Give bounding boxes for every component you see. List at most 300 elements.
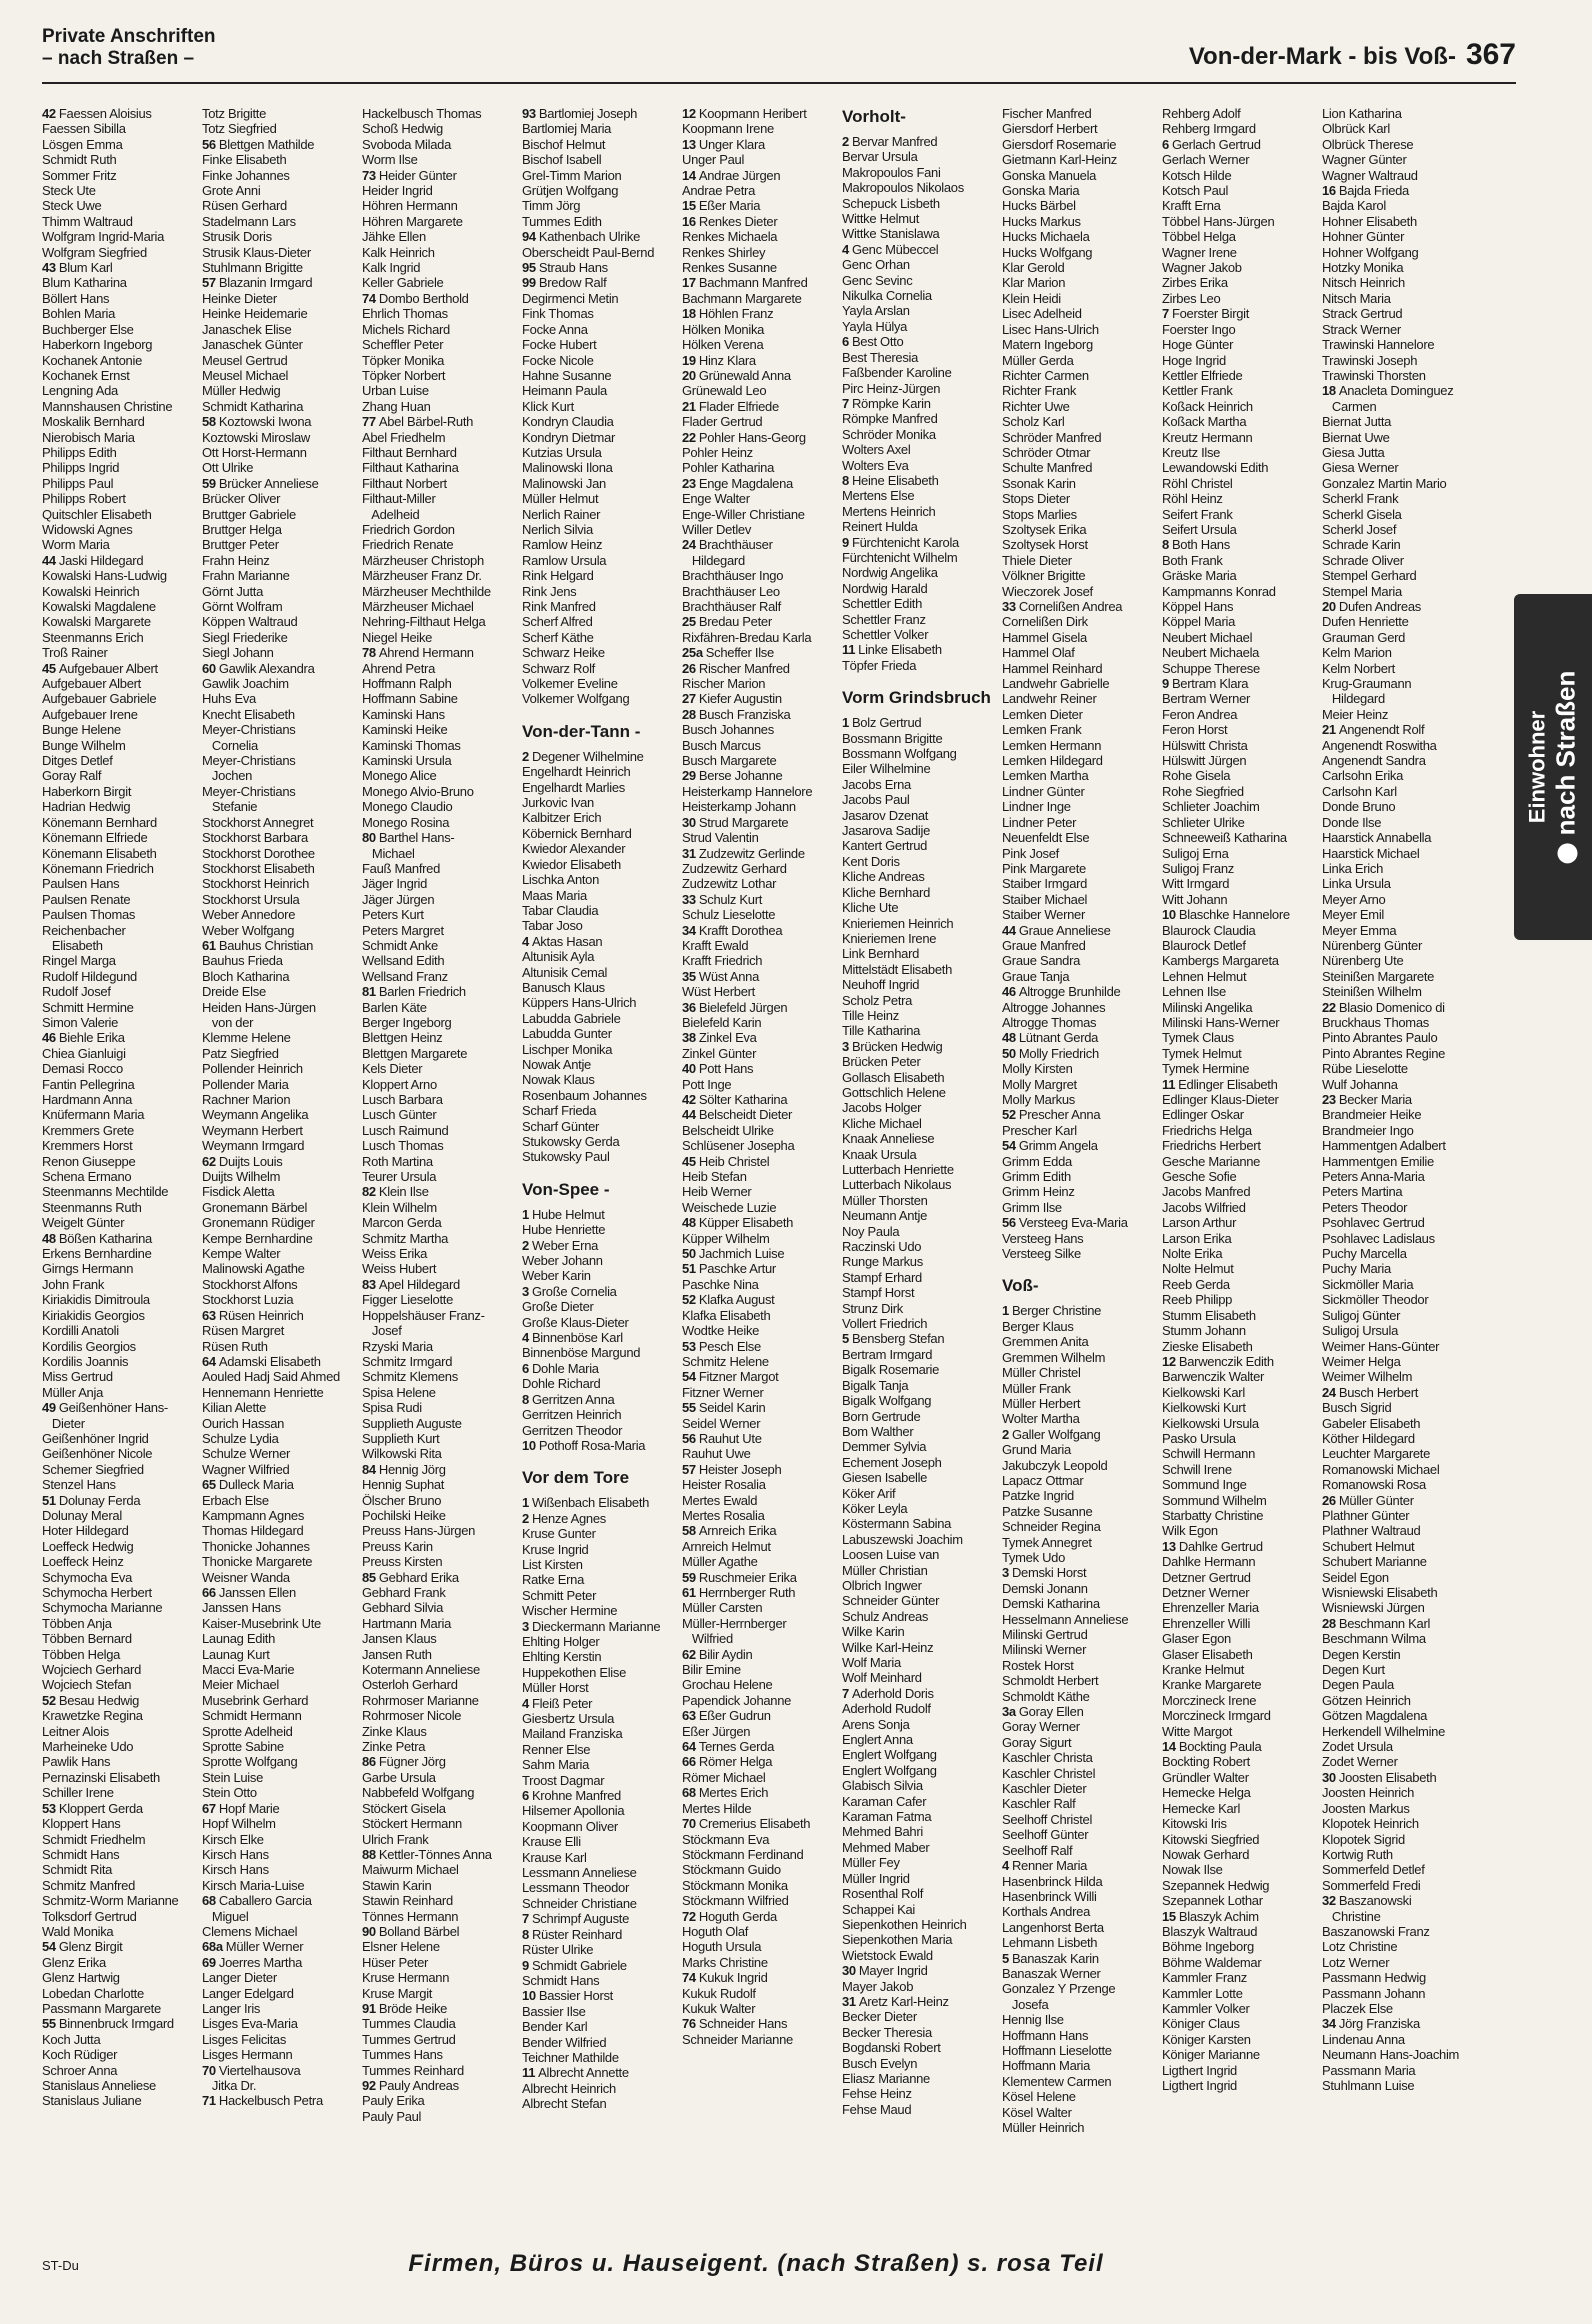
resident-name: Siepenkothen Heinrich [842,1916,967,1932]
resident-name: Jansen Klaus [362,1631,437,1647]
resident-entry [682,1847,838,1862]
resident-name: Höhren Hermann [362,198,458,214]
directory-column [202,106,362,2250]
house-number: 58 [682,1523,696,1539]
resident-name: Wojciech Stefan [42,1677,132,1693]
resident-entry [362,152,518,167]
resident-name: Grünewald Leo [682,383,767,399]
resident-entry [1162,984,1318,999]
resident-entry [682,430,838,445]
resident-entry [1322,430,1478,445]
resident-entry [1322,661,1478,676]
house-number: 4 [522,1695,529,1711]
resident-entry [362,1878,518,1893]
house-number: 90 [362,1923,376,1939]
resident-name: Larson Arthur [1162,1215,1237,1231]
resident-entry [202,1462,358,1477]
resident-entry [362,1955,518,1970]
resident-name: Reinert Hulda [842,519,918,535]
resident-name: Beschmann Wilma [1322,1631,1426,1647]
resident-name: Schappei Kai [842,1901,916,1917]
resident-entry [1002,476,1158,491]
resident-name: Rüsen Margret [202,1323,285,1339]
resident-name: Hackelbusch Petra [218,2093,323,2109]
resident-entry [682,876,838,891]
resident-name: Friedrichs Herbert [1162,1138,1261,1154]
resident-entry [362,537,518,552]
resident-entry [842,993,998,1008]
resident-name: Stockhorst Elisabeth [202,860,315,876]
resident-name: Bruttger Gabriele [202,506,296,522]
resident-name: Bartlomiej Maria [522,121,612,137]
resident-name: Hildegard [1322,691,1385,707]
house-number: 6 [522,1360,529,1376]
resident-name: Böhme Ingeborg [1162,1939,1254,1955]
resident-name: Jansen Ruth [362,1646,432,1662]
resident-name: Tille Heinz [842,1007,899,1023]
resident-name: Passmann Maria [1322,2062,1416,2078]
resident-name: Hardmann Anna [42,1092,133,1107]
resident-name: Banaszak Karin [1011,1950,1099,1966]
resident-entry [1322,198,1478,213]
resident-entry [1322,846,1478,861]
resident-entry [682,460,838,475]
resident-entry [42,661,198,676]
resident-name: Kaminski Ursula [362,753,452,769]
resident-entry [362,183,518,198]
resident-name: Köppel Maria [1162,614,1235,630]
house-number: 38 [682,1030,696,1046]
resident-name: Barthel Hans- [378,830,455,846]
directory-column [682,106,842,2250]
resident-name: Kukuk Ingrid [698,1970,768,1986]
resident-name: Siepenkothen Maria [842,1932,953,1948]
resident-name: Rostek Horst [1002,1657,1074,1673]
house-number: 8 [522,1391,529,1407]
resident-name: Bajda Frieda [1338,183,1409,199]
resident-entry [1002,121,1158,136]
resident-entry [522,1072,678,1087]
resident-entry [1002,2012,1158,2027]
resident-entry [1162,1261,1318,1276]
resident-entry [1002,198,1158,213]
resident-name: Schubert Helmut [1322,1538,1415,1554]
resident-name: Tabar Claudia [522,902,599,918]
resident-entry [1322,260,1478,275]
resident-name: Rink Helgard [522,568,594,584]
resident-entry [842,2009,998,2024]
resident-entry [842,442,998,457]
resident-entry [1322,938,1478,953]
resident-name: Galler Wolfgang [1011,1426,1101,1442]
resident-entry [842,642,998,657]
resident-name: Stumm Elisabeth [1162,1307,1256,1323]
resident-entry [1162,430,1318,445]
resident-name: Psohlavec Ladislaus [1322,1230,1435,1246]
resident-name: Krafft Erna [1162,198,1221,214]
resident-entry [1322,522,1478,537]
resident-name: Kirsch Elke [202,1831,264,1847]
resident-entry [842,242,998,257]
resident-entry [1162,1862,1318,1877]
house-number: 9 [522,1957,529,1973]
resident-name: Heider Ingrid [362,183,433,199]
resident-entry [1162,1292,1318,1307]
resident-name: Stawin Reinhard [362,1893,453,1909]
resident-name: Höhlen Franz [698,306,774,322]
resident-entry [42,491,198,506]
resident-name: Hölken Monika [682,321,765,337]
resident-name: Schröder Manfred [1002,429,1102,445]
resident-name: Demski Jonann [1002,1580,1088,1596]
resident-name: Hammel Olaf [1002,645,1075,661]
resident-name: Launag Kurt [202,1646,270,1662]
resident-entry [42,322,198,337]
resident-entry [1002,1504,1158,1519]
resident-entry [842,1162,998,1177]
resident-entry [1322,1277,1478,1292]
resident-entry [842,1362,998,1377]
house-number: 12 [1162,1353,1176,1369]
resident-name: Heister Joseph [698,1461,782,1477]
resident-entry [362,1077,518,1092]
resident-entry [1162,1030,1318,1045]
resident-entry [842,1116,998,1131]
resident-name: Müller Gerda [1002,352,1074,368]
resident-entry [42,938,198,953]
resident-entry [362,1693,518,1708]
resident-entry [1002,907,1158,922]
resident-entry [522,934,678,949]
resident-entry [1322,1523,1478,1538]
resident-entry [42,198,198,213]
resident-name: Jurkovic Ivan [522,795,594,811]
resident-entry [522,491,678,506]
resident-entry [42,306,198,321]
resident-name: Müller Horst [522,1680,589,1696]
street-heading: Vorm Grindsbruch [842,688,991,708]
resident-entry [202,1986,358,2001]
resident-name: Weber Erna [531,1237,599,1253]
resident-name: Klein Heidi [1002,290,1061,306]
resident-entry [202,445,358,460]
resident-entry [362,630,518,645]
resident-name: Englert Wolfgang [842,1762,937,1778]
house-number: 2 [522,1510,529,1526]
resident-name: Busch Marcus [682,737,761,753]
resident-name: Sickmöller Maria [1322,1276,1414,1292]
resident-entry [1002,722,1158,737]
resident-entry [842,396,998,411]
house-number: 59 [682,1569,696,1585]
resident-entry [842,1486,998,1501]
resident-entry [362,738,518,753]
resident-entry [42,676,198,691]
resident-entry [522,1880,678,1895]
resident-entry [522,1696,678,1711]
resident-name: Wagner Irene [1162,244,1237,260]
resident-entry [1002,1319,1158,1334]
resident-entry [42,414,198,429]
resident-name: Miss Gertrud [42,1369,113,1385]
resident-entry [362,1030,518,1045]
resident-name: Volkemer Eveline [522,676,618,692]
resident-name: Bunge Helene [42,722,121,738]
resident-entry [1002,245,1158,260]
resident-name: Geißenhöner Hans- [58,1400,168,1416]
resident-entry [362,491,518,506]
resident-entry [202,1261,358,1276]
resident-name: Miguel [202,1908,249,1924]
resident-entry [1162,1939,1318,1954]
resident-entry [1162,568,1318,583]
resident-name: Große Dieter [522,1299,594,1315]
resident-entry [842,1578,998,1593]
resident-entry [1162,1508,1318,1523]
resident-name: Rischer Manfred [698,660,790,676]
resident-entry [682,1924,838,1939]
resident-entry [202,306,358,321]
house-number: 7 [842,395,849,411]
resident-name: Friedrichs Helga [1162,1122,1252,1138]
resident-entry [362,368,518,383]
resident-name: Enge Walter [682,491,750,507]
resident-name: Rzyski Maria [362,1338,433,1354]
resident-name: Strusik Doris [202,229,272,245]
resident-entry [42,2078,198,2093]
resident-entry [1162,121,1318,136]
house-number: 21 [682,398,696,414]
resident-name: Mehmed Bahri [842,1824,923,1840]
resident-entry [362,460,518,475]
resident-entry [682,584,838,599]
resident-name: Paulsen Renate [42,891,131,907]
house-number: 28 [1322,1615,1336,1631]
resident-entry [1002,830,1158,845]
resident-entry [202,1924,358,1939]
resident-entry [362,507,518,522]
resident-name: Malinowski Ilona [522,460,613,476]
resident-name: Genc Sevinc [842,272,913,288]
resident-name: Kirsch Maria-Luise [202,1877,305,1893]
resident-entry [842,1254,998,1269]
resident-entry [1322,1570,1478,1585]
resident-entry [1322,275,1478,290]
resident-entry [362,353,518,368]
resident-entry [42,476,198,491]
resident-entry [1162,106,1318,121]
resident-name: Hasenbrinck Willi [1002,1888,1097,1904]
resident-entry [202,198,358,213]
resident-name: Suligoj Ursula [1322,1323,1399,1339]
resident-name: Stöckert Hermann [362,1816,462,1832]
resident-entry [42,275,198,290]
resident-name: Duijts Louis [218,1153,283,1169]
resident-entry [842,1917,998,1932]
resident-name: Link Bernhard [842,946,920,962]
resident-entry [1162,599,1318,614]
resident-name: Küppers Hans-Ulrich [522,995,637,1011]
resident-name: Strack Gertrud [1322,306,1403,322]
resident-entry [362,1724,518,1739]
resident-entry [202,1816,358,1831]
resident-name: Graue Tanja [1002,968,1070,984]
resident-name: Papendick Johanne [682,1692,792,1708]
resident-entry [202,1647,358,1662]
resident-name: Bender Wilfried [522,2034,607,2050]
resident-entry [362,1046,518,1061]
resident-name: Nerlich Rainer [522,506,601,522]
resident-name: Töpfer Frieda [842,657,917,673]
resident-name: Pohler Heinz [682,444,753,460]
resident-entry [1162,1138,1318,1153]
directory-column [842,106,1002,2250]
resident-entry [1002,1889,1158,1904]
resident-name: Jasarova Sadije [842,823,930,839]
resident-name: Supplieth Kurt [362,1430,440,1446]
resident-entry [1322,2078,1478,2093]
resident-entry [842,288,998,303]
resident-entry [1002,1658,1158,1673]
resident-entry [42,2032,198,2047]
resident-name: Echement Joseph [842,1454,942,1470]
resident-entry [202,1708,358,1723]
resident-entry [522,1134,678,1149]
resident-entry [202,1939,358,1954]
resident-name: Schulz Kurt [698,891,763,907]
resident-name: Angenendt Roswitha [1322,737,1437,753]
resident-name: Küpper Wilhelm [682,1230,770,1246]
resident-entry [42,1554,198,1569]
resident-entry [1162,1169,1318,1184]
resident-entry [682,1585,838,1600]
house-number: 30 [842,1963,856,1979]
resident-name: Heisterkamp Hannelore [682,783,813,799]
resident-name: Lengning Ada [42,383,118,399]
resident-name: Köppen Waltraud [202,614,298,630]
resident-name: Töpker Monika [362,352,445,368]
resident-name: Gerlach Werner [1162,152,1250,168]
resident-entry [202,768,358,783]
resident-name: Reichenbacher [42,922,126,938]
resident-name: Pasko Ursula [1162,1430,1236,1446]
resident-entry [842,2025,998,2040]
resident-name: Altrogge Thomas [1002,1014,1097,1030]
resident-name: Hüser Peter [362,1954,429,1970]
resident-name: Raczinski Udo [842,1239,922,1255]
resident-entry [362,522,518,537]
resident-entry [1002,1966,1158,1981]
resident-entry [682,784,838,799]
house-number: 26 [682,660,696,676]
resident-name: Grel-Timm Marion [522,167,622,183]
resident-name: Pott Hans [698,1061,754,1077]
house-number: 52 [682,1292,696,1308]
resident-entry [202,1200,358,1215]
resident-name: Lobedan Charlotte [42,1985,144,2001]
resident-name: Kammler Lotte [1162,1985,1243,2001]
resident-name: Passmann Margarete [42,2000,161,2016]
resident-name: Feron Horst [1162,722,1228,738]
resident-name: Spisa Rudi [362,1400,422,1416]
resident-entry [202,214,358,229]
resident-name: Makropoulos Fani [842,164,941,180]
resident-entry [1002,1015,1158,1030]
resident-name: Hennig Ilse [1002,2012,1064,2028]
resident-entry [682,1000,838,1015]
resident-name: Frahn Marianne [202,568,290,584]
resident-name: Thonicke Johannes [202,1538,310,1554]
resident-name: Kielkowski Kurt [1162,1400,1246,1416]
resident-entry [682,1416,838,1431]
house-number: 8 [1162,537,1169,553]
resident-entry [522,214,678,229]
resident-name: Goray Werner [1002,1719,1080,1735]
resident-name: Wolters Axel [842,442,911,458]
resident-name: Kammler Volker [1162,2000,1250,2016]
resident-entry [1162,1847,1318,1862]
resident-entry [42,1231,198,1246]
side-tab[interactable] [1514,594,1592,940]
resident-entry [202,1539,358,1554]
house-number: 6 [522,1788,529,1804]
resident-name: Wilkowski Rita [362,1446,442,1462]
resident-name: Tymek Helmut [1162,1045,1242,1061]
resident-entry [1322,1200,1478,1215]
resident-entry [682,1785,838,1800]
resident-entry [1322,1400,1478,1415]
resident-entry [682,1770,838,1785]
resident-entry [522,183,678,198]
resident-name: Frahn Heinz [202,552,270,568]
resident-entry [1162,738,1318,753]
resident-name: Heib Werner [682,1184,752,1200]
resident-name: Hohner Elisabeth [1322,213,1417,229]
resident-entry [202,1493,358,1508]
resident-entry [1002,2105,1158,2120]
resident-entry [362,768,518,783]
resident-name: Huhs Eva [202,691,256,707]
resident-entry [362,1246,518,1261]
resident-entry [202,1523,358,1538]
resident-name: Linka Erich [1322,860,1384,876]
resident-entry [362,322,518,337]
house-number: 32 [1322,1893,1336,1909]
resident-name: Reeb Philipp [1162,1292,1233,1308]
resident-entry [1322,1215,1478,1230]
resident-entry [682,846,838,861]
resident-name: Thiele Dieter [1002,552,1072,568]
resident-name: Gollasch Elisabeth [842,1069,945,1085]
resident-entry [1002,1981,1158,1996]
resident-entry [1322,1138,1478,1153]
resident-name: Belscheidt Dieter [698,1107,793,1123]
resident-entry [1322,229,1478,244]
resident-name: Marcon Gerda [362,1215,442,1231]
resident-name: Schneider Christiane [522,1895,637,1911]
resident-name: Hoffmann Ralph [362,676,452,692]
resident-entry [202,1077,358,1092]
resident-name: Lindner Inge [1002,799,1071,815]
house-number: 56 [1002,1215,1016,1231]
resident-name: Blazanin Irmgard [218,275,313,291]
house-number: 11 [842,642,856,658]
resident-name: Bilir Emine [682,1662,741,1678]
resident-name: Linka Ursula [1322,876,1391,892]
resident-entry [1162,1369,1318,1384]
resident-name: Plathner Günter [1322,1507,1410,1523]
resident-name: Müller Thorsten [842,1192,928,1208]
